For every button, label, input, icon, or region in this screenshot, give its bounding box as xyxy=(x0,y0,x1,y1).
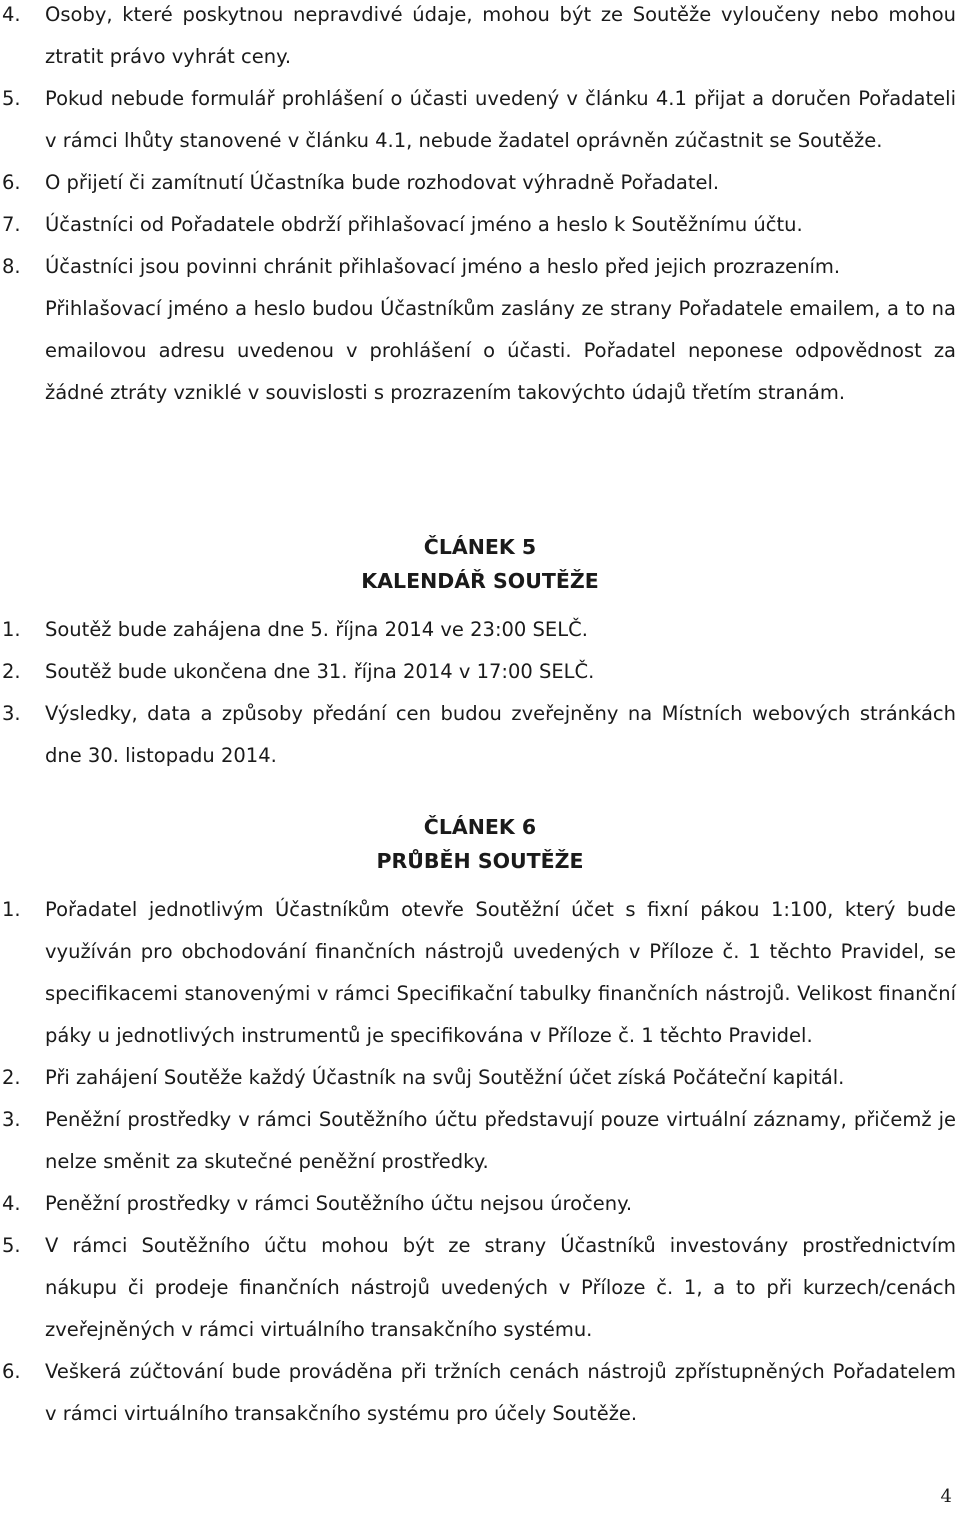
list-item xyxy=(0,1099,960,1183)
item-number: 1. xyxy=(2,618,21,641)
list-item xyxy=(0,1225,960,1351)
list-item xyxy=(0,0,960,78)
page-number: 4 xyxy=(940,1486,952,1507)
list-item xyxy=(0,1351,960,1435)
item-number: 4. xyxy=(2,1192,21,1215)
item-number: 5. xyxy=(2,87,21,110)
item-number: 7. xyxy=(2,213,21,236)
list-item xyxy=(0,609,960,651)
item-text: Pořadatel jednotlivým Účastníkům otevře Soutěžní účet s fixní pákou 1:100, který bude využíván pro obchodování finančních nástrojů uvedených v Příloze č. 1 těchto Pravidel, se specifikacemi stanovenými v rámci Specifikační tabulky finančních nástrojů. Velikost finanční páky u jednotlivých instrumentů je specifikována v Příloze č. 1 těchto Pravidel. xyxy=(45,898,956,1047)
item-text: Účastníci jsou povinni chránit přihlašovací jméno a heslo před jejich prozrazením. xyxy=(45,255,841,278)
item-number: 2. xyxy=(2,660,21,683)
item-text: Soutěž bude ukončena dne 31. října 2014 v 17:00 SELČ. xyxy=(45,660,595,683)
item-continuation: Přihlašovací jméno a heslo budou Účastníkům zaslány ze strany Pořadatele emailem, a to na emailovou adresu uvedenou v prohlášení o účasti. Pořadatel neponese odpovědnost za žádné ztráty vzniklé v souvislosti s prozrazením takovýchto údajů třetím stranám. xyxy=(45,297,956,404)
item-number: 8. xyxy=(2,255,21,278)
list-item xyxy=(0,78,960,162)
item-number: 1. xyxy=(2,898,21,921)
article-6-heading xyxy=(0,810,960,878)
item-number: 3. xyxy=(2,702,21,725)
item-text: Výsledky, data a způsoby předání cen budou zveřejněny na Místních webových stránkách dne 30. listopadu 2014. xyxy=(45,702,956,767)
article-title: PRŮBĚH SOUTĚŽE xyxy=(376,849,584,873)
item-text: Peněžní prostředky v rámci Soutěžního účtu představují pouze virtuální záznamy, přičemž je nelze směnit za skutečné peněžní prostředky. xyxy=(45,1108,956,1173)
article-number: ČLÁNEK 5 xyxy=(423,535,537,559)
item-text: Osoby, které poskytnou nepravdivé údaje, mohou být ze Soutěže vyloučeny nebo mohou ztratit právo vyhrát ceny. xyxy=(45,3,956,68)
item-number: 2. xyxy=(2,1066,21,1089)
article-number: ČLÁNEK 6 xyxy=(423,815,537,839)
item-number: 3. xyxy=(2,1108,21,1131)
item-number: 6. xyxy=(2,1360,21,1383)
item-text: Účastníci od Pořadatele obdrží přihlašovací jméno a heslo k Soutěžnímu účtu. xyxy=(45,213,803,236)
item-number: 5. xyxy=(2,1234,21,1257)
item-text: O přijetí či zamítnutí Účastníka bude rozhodovat výhradně Pořadatel. xyxy=(45,171,720,194)
article-5-list xyxy=(0,609,960,777)
list-item xyxy=(0,1183,960,1225)
list-item xyxy=(0,1057,960,1099)
article-5-heading xyxy=(0,530,960,598)
list-item xyxy=(0,889,960,1057)
article-6-list xyxy=(0,889,960,1435)
item-text: Při zahájení Soutěže každý Účastník na svůj Soutěžní účet získá Počáteční kapitál. xyxy=(45,1066,845,1089)
item-text: Peněžní prostředky v rámci Soutěžního účtu nejsou úročeny. xyxy=(45,1192,633,1215)
top-list xyxy=(0,0,960,414)
item-text: Pokud nebude formulář prohlášení o účasti uvedený v článku 4.1 přijat a doručen Pořadateli v rámci lhůty stanovené v článku 4.1, nebude žadatel oprávněn zúčastnit se Soutěže. xyxy=(45,87,956,152)
list-item xyxy=(0,246,960,288)
item-number: 4. xyxy=(2,3,21,26)
list-item xyxy=(0,162,960,204)
item-text: Veškerá zúčtování bude prováděna při tržních cenách nástrojů zpřístupněných Pořadatelem v rámci virtuálního transakčního systému pro účely Soutěže. xyxy=(45,1360,956,1425)
item-text: V rámci Soutěžního účtu mohou být ze strany Účastníků investovány prostřednictvím nákupu či prodeje finančních nástrojů uvedených v Příloze č. 1, a to při kurzech/cenách zveřejněných v rámci virtuálního transakčního systému. xyxy=(45,1234,956,1341)
item-number: 6. xyxy=(2,171,21,194)
list-item xyxy=(0,651,960,693)
list-item xyxy=(0,693,960,777)
item-text: Soutěž bude zahájena dne 5. října 2014 ve 23:00 SELČ. xyxy=(45,618,588,641)
article-title: KALENDÁŘ SOUTĚŽE xyxy=(361,569,599,593)
list-item xyxy=(0,204,960,246)
